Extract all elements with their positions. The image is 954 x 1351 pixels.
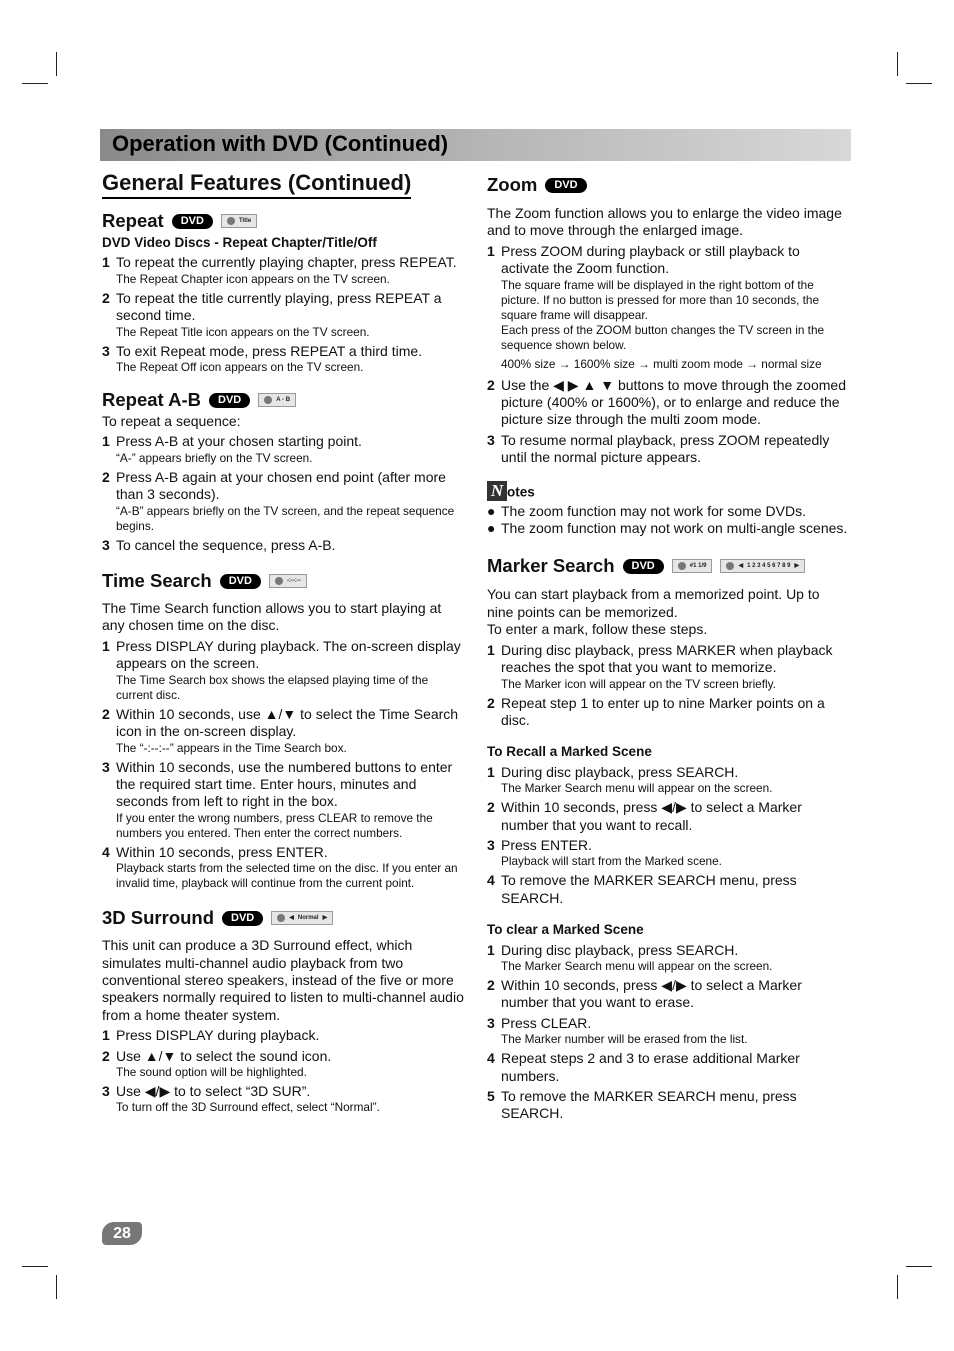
osd-label: Title [238,218,252,224]
osd-label: #1 1/9 [689,563,707,570]
repeat-icon [264,396,272,404]
step-number: 4 [487,872,495,889]
step-number: 2 [487,694,495,711]
surround-intro: This unit can produce a 3D Surround effect, which simulates multi-channel audio playback from two conventional stereo speakers, instead of the five or more speakers normally required to listen to multi-channel audio from a home theater system. [102,937,464,1023]
osd-label: A - B [276,397,291,404]
list-item [102,290,466,340]
marker-heading [487,555,849,577]
step-number: 5 [487,1088,495,1104]
list-item [487,1015,849,1047]
step-text: Press A-B at your chosen starting point. [116,433,362,450]
list-item [487,642,849,692]
marker-search-osd: ◀ 1 2 3 4 5 6 7 8 9 ▶ [720,559,805,573]
repeat-icon [227,217,235,225]
list-item [487,1088,849,1123]
list-item [102,433,466,465]
step-number: 2 [102,1047,110,1064]
list-item [102,1027,466,1044]
right-column [487,174,849,1123]
step-number: 4 [487,1050,495,1067]
surround-title: 3D Surround [102,907,215,929]
step-number: 1 [487,763,495,780]
step-text: Press A-B again at your chosen end point (after more than 3 seconds). [116,468,446,503]
step-number: 4 [102,843,110,860]
step-text: Press DISPLAY during playback. The on-screen display appears on the screen. [116,637,461,672]
step-note: Playback starts from the selected time on the disc. If you enter an invalid time, playback will continue from the current point. [116,861,458,891]
list-item [102,1083,466,1115]
banner-title: Operation with DVD (Continued) [112,131,449,156]
step-text: Use ◀/▶ to to select “3D SUR”. [116,1082,311,1099]
crop-mark [22,83,48,84]
zoom-sequence: 400% size → 1600% size → multi zoom mode → normal size [501,356,822,371]
step-note: The Repeat Chapter icon appears on the TV screen. [116,271,390,286]
search-icon [726,562,734,570]
step-text: Use ▲/▼ to select the sound icon. [116,1047,332,1064]
zoom-heading [487,174,849,196]
dvd-badge: DVD [172,214,213,229]
list-item [102,706,466,756]
step-note: The Time Search box shows the elapsed playing time of the current disc. [116,672,429,702]
dvd-badge: DVD [222,911,263,926]
step-note: “A-” appears briefly on the TV screen. [116,450,313,465]
osd-label: -:--:-- [286,578,301,585]
step-number: 1 [487,941,495,958]
step-text: Within 10 seconds, use the numbered buttons to enter the required start time. Enter hours, minutes and seconds from left to right in the box. [116,758,453,810]
list-item [487,764,849,796]
step-text: Repeat steps 2 and 3 to erase additional Marker numbers. [501,1050,800,1084]
repeat-osd-icon [221,214,257,228]
surround-osd-icon: ◀ Normal ▶ [271,911,333,925]
list-item [487,872,849,907]
step-number: 1 [487,242,495,259]
page-number: 28 [102,1222,142,1245]
notes-icon: N [487,481,507,501]
step-number: 3 [102,342,110,359]
osd-label: Normal [297,915,319,922]
step-number: 3 [487,431,495,448]
step-text: To resume normal playback, press ZOOM repeatedly until the normal picture appears. [501,431,830,466]
repeat-heading [102,210,466,232]
step-text: During disc playback, press MARKER when playback reaches the spot that you want to memorize. [501,641,833,676]
crop-mark [906,1266,932,1267]
dvd-badge: DVD [545,178,586,193]
left-column [102,210,466,1115]
step-note: The Marker icon will appear on the TV screen briefly. [501,676,776,691]
marker-osd-icon [672,559,713,573]
list-item [487,377,849,429]
step-note: If you enter the wrong numbers, press CLEAR to remove the numbers you entered. Then enter the correct numbers. [116,810,433,840]
crop-mark [56,52,57,76]
list-item [487,837,849,869]
marker-title: Marker Search [487,555,615,577]
step-number: 2 [487,799,495,816]
dvd-badge: DVD [623,559,664,574]
step-number: 3 [102,1082,110,1099]
osd-label: 1 2 3 4 5 6 7 8 9 [747,563,791,570]
time-search-heading [102,570,466,592]
step-number: 2 [102,468,110,485]
step-note: “A-B” appears briefly on the TV screen, and the repeat sequence begins. [116,503,455,533]
crop-mark [56,1275,57,1299]
clock-icon [275,577,283,585]
step-text: Press ZOOM during playback or still playback to activate the Zoom function. [501,242,800,277]
time-search-title: Time Search [102,570,212,592]
step-text: Within 10 seconds, press ENTER. [116,843,328,860]
list-item [102,1048,466,1080]
step-note: The sound option will be highlighted. [116,1064,307,1079]
crop-mark [906,83,932,84]
step-note: Playback will start from the Marked scene. [501,854,722,869]
step-text: During disc playback, press SEARCH. [501,941,739,958]
step-text: To repeat the currently playing chapter, press REPEAT. [116,254,457,271]
step-text: Use the ◀ ▶ ▲ ▼ buttons to move through the zoomed picture (400% or 1600%), or to enlarge and reduce the picture size through the multi zoom mode. [501,376,846,428]
list-item [102,469,466,534]
list-item [102,254,466,286]
crop-mark [897,52,898,76]
step-text: Press CLEAR. [501,1014,592,1031]
list-item [487,520,849,537]
step-number: 1 [102,1027,110,1044]
step-number: 1 [487,641,495,658]
page-title: General Features (Continued) [102,170,411,199]
speaker-icon [277,914,285,922]
step-text: Within 10 seconds, press ◀/▶ to select a Marker number that you want to recall. [501,799,802,833]
repeat-ab-title: Repeat A-B [102,389,202,411]
list-item [487,243,849,372]
zoom-intro: The Zoom function allows you to enlarge the video image and to move through the enlarged image. [487,205,842,239]
dvd-badge: DVD [220,574,261,589]
step-number: 2 [102,289,110,306]
marker-intro: You can start playback from a memorized point. Up to nine points can be memorized. [487,586,820,620]
step-note: The “-:--:--” appears in the Time Search box. [116,740,347,755]
step-text: Repeat step 1 to enter up to nine Marker points on a disc. [501,694,825,728]
list-item [487,942,849,974]
recall-title: To Recall a Marked Scene [487,744,652,760]
repeat-title: Repeat [102,210,164,231]
marker-icon [678,562,686,570]
list-item [487,799,849,834]
repeat-subtitle: DVD Video Discs - Repeat Chapter/Title/Off [102,235,377,250]
note-text: The zoom function may not work for some DVDs. [501,502,806,519]
step-number: 1 [102,433,110,450]
list-item [487,1050,849,1085]
step-text: To repeat the title currently playing, press REPEAT a second time. [116,289,442,324]
bullet-icon: ● [487,502,496,519]
crop-mark [22,1266,48,1267]
step-number: 2 [487,976,495,993]
list-item [487,503,849,520]
step-number: 3 [102,758,110,775]
step-text: To cancel the sequence, press A-B. [116,536,336,553]
list-item [102,537,466,554]
step-note: The square frame will be displayed in the right bottom of the picture. If no button is pressed for more than 10 seconds, the square frame will disappear. [501,277,820,322]
step-number: 3 [487,1014,495,1031]
list-item [102,844,466,891]
surround-heading [102,907,466,929]
step-note: The Marker Search menu will appear on the screen. [501,781,773,796]
list-item [102,343,466,375]
list-item [487,695,849,730]
note-text: The zoom function may not work on multi-angle scenes. [501,520,848,537]
zoom-title: Zoom [487,174,538,195]
step-note: The Marker number will be erased from the list. [501,1032,748,1047]
step-number: 3 [487,836,495,853]
dvd-badge: DVD [209,393,250,408]
step-note: To turn off the 3D Surround effect, select “Normal”. [116,1100,380,1115]
bullet-icon: ● [487,520,496,537]
step-number: 2 [102,705,110,722]
list-item [102,759,466,841]
crop-mark [897,1275,898,1299]
step-text: To remove the MARKER SEARCH menu, press SEARCH. [501,1088,797,1122]
time-search-osd-icon [269,574,307,588]
list-item [102,638,466,703]
step-note: The Repeat Title icon appears on the TV screen. [116,324,370,339]
list-item [487,977,849,1012]
step-number: 1 [102,254,110,271]
section-banner [100,129,851,161]
step-text: Press ENTER. [501,836,593,853]
marker-intro: To enter a mark, follow these steps. [487,621,708,638]
step-text: Press DISPLAY during playback. [116,1027,320,1044]
step-note: The Repeat Off icon appears on the TV screen. [116,360,364,375]
step-number: 2 [487,376,495,393]
time-search-intro: The Time Search function allows you to start playing at any chosen time on the disc. [102,600,442,634]
repeat-steps [102,254,466,375]
step-note: The Marker Search menu will appear on the screen. [501,958,773,973]
list-item [487,432,849,467]
notes-heading [487,481,849,501]
step-text: Within 10 seconds, press ◀/▶ to select a Marker number that you want to erase. [501,976,802,1011]
step-number: 1 [102,637,110,654]
repeat-ab-osd-icon [258,393,296,407]
step-number: 3 [102,536,110,553]
repeat-ab-heading [102,389,466,411]
step-text: During disc playback, press SEARCH. [501,763,739,780]
step-text: To exit Repeat mode, press REPEAT a third time. [116,342,423,359]
clear-title: To clear a Marked Scene [487,922,644,938]
step-text: To remove the MARKER SEARCH menu, press SEARCH. [501,872,797,906]
repeat-ab-intro: To repeat a sequence: [102,413,241,430]
notes-label: otes [507,484,535,500]
step-note: Each press of the ZOOM button changes the TV screen in the sequence shown below. [501,322,825,352]
step-text: Within 10 seconds, use ▲/▼ to select the Time Search icon in the on-screen display. [116,705,459,740]
